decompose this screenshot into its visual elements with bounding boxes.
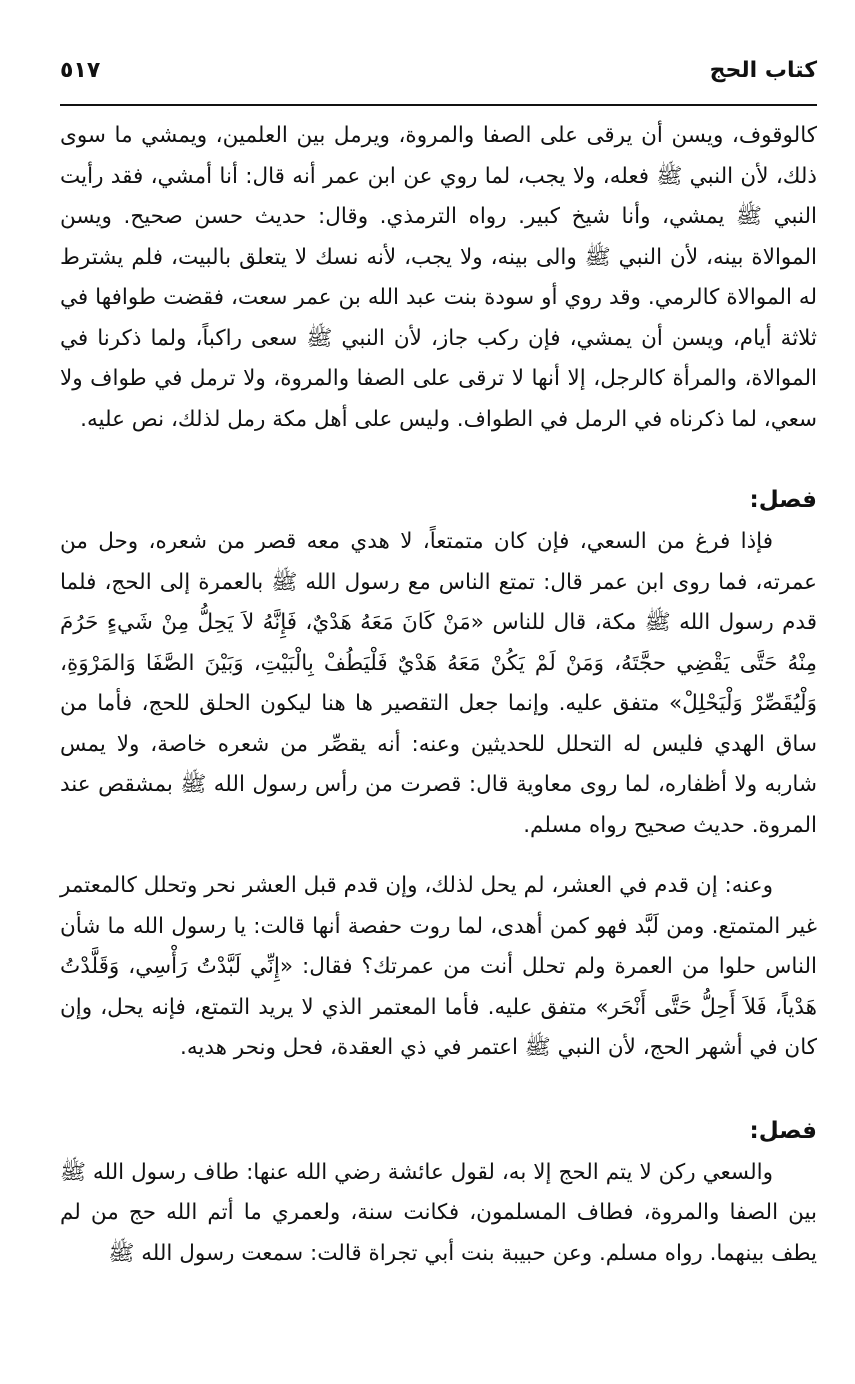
section-heading-2: فصل: <box>749 1117 817 1144</box>
paragraph-4: والسعي ركن لا يتم الحج إلا به، لقول عائشة رضي الله عنها: طاف رسول الله ﷺ بين الصفا والمروة، فطاف المسلمون، فكانت سنة، ولعمري ما أتم الله حج من لم يطف بينهما. رواه مسلم. وعن حبيبة بنت أبي تجراة قالت: سمعت رسول الله ﷺ <box>60 1159 817 1266</box>
page-number: ٥١٧ <box>60 58 101 83</box>
paragraph-2: فإذا فرغ من السعي، فإن كان متمتعاً، لا هدي معه قصر من شعره، وحل من عمرته، فما روى ابن عمر قال: تمتع الناس مع رسول الله ﷺ بالعمرة إلى الحج، فلما قدم رسول الله ﷺ مكة، قال للناس «مَنْ كَانَ مَعَهُ هَدْيٌ، فَإِنَّهُ لاَ يَحِلُّ مِنْ شَيءٍ حَرُمَ مِنْهُ حَتَّى يَقْضِي حجَّتَهُ، وَمَنْ لَمْ يَكُنْ مَعَهُ هَدْيٌ فَلْيَطُفْ بِالْبَيْتِ، وَبَيْنَ الصَّفَا وَالمَرْوَةِ، وَلْيُقَصِّرْ وَلْيَحْلِلْ» متفق عليه. وإنما جعل التقصير ها هنا ليكون الحلق للحج، فأما من ساق الهدي فليس له التحلل للحديثين وعنه: أنه يقصِّر من شعره خاصة، ولا يمس شاربه ولا أظفاره، لما روى معاوية قال: قصرت من رأس رسول الله ﷺ بمشقص عند المروة. حديث صحيح رواه مسلم. <box>60 529 817 838</box>
section-heading-1: فصل: <box>749 487 817 513</box>
book-title: كتاب الحج <box>709 58 817 83</box>
header-rule <box>60 104 817 106</box>
paragraph-3: وعنه: إن قدم في العشر، لم يحل لذلك، وإن قدم قبل العشر نحر وتحلل كالمعتمر غير المتمتع. ومن لَبَّد فهو كمن أهدى، لما روت حفصة أنها قالت: يا رسول الله ما شأن الناس حلوا من العمرة ولم تحلل أنت من عمرتك؟ فقال: «إِنِّي لَبَّدْتُ رَأْسِي، وَقَلَّدْتُ هَدْياً، فَلاَ أَحِلُّ حَتَّى أَنْحَر» متفق عليه. فأما المعتمر الذي لا يريد التمتع، فإنه يحل، وإن كان في أشهر الحج، لأن النبي ﷺ اعتمر في ذي العقدة، فحل ونحر هديه. <box>60 873 817 1060</box>
running-header <box>60 58 817 90</box>
paragraph-1: كالوقوف، ويسن أن يرقى على الصفا والمروة، ويرمل بين العلمين، ويمشي ما سوى ذلك، لأن النبي ﷺ فعله، ولا يجب، لما روي عن ابن عمر أنه قال: أنا أمشي، فقد رأيت النبي ﷺ يمشي، وأنا شيخ كبير. رواه الترمذي. وقال: حديث حسن صحيح. ويسن الموالاة بينه، لأن النبي ﷺ والى بينه، ولا يجب، لأنه نسك لا يتعلق بالبيت، فلم يشترط له الموالاة كالرمي. وقد روي أو سودة بنت عبد الله بن عمر سعت، فقضت طوافها في ثلاثة أيام، ويسن أن يمشي، فإن ركب جاز، لأن النبي ﷺ سعى راكباً، ولما ذكرنا في الموالاة، والمرأة كالرجل، إلا أنها لا ترقى على الصفا والمروة، ولا ترمل في طواف ولا سعي، لما ذكرناه في الرمل في الطواف. وليس على أهل مكة رمل لذلك، نص عليه. <box>60 123 817 432</box>
